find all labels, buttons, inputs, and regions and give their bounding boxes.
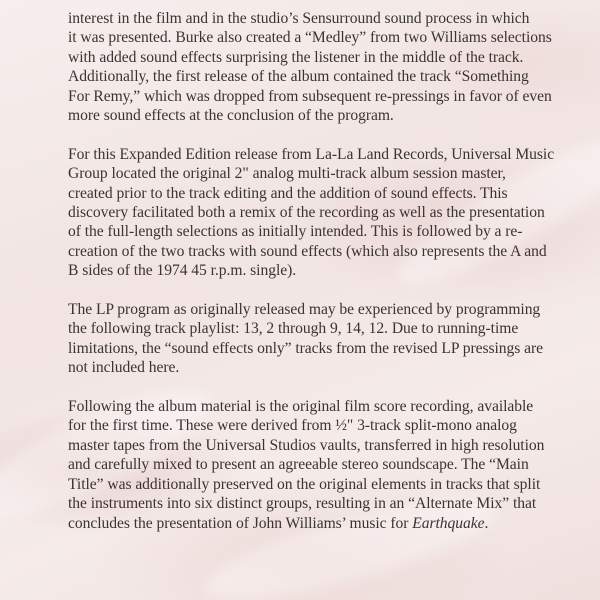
text-line: The LP program as originally released may be experienced by programming: [68, 301, 541, 319]
text-line: Additionally, the first release of the album contained the track “Something: [68, 68, 529, 86]
text-line-final: [68, 514, 593, 533]
text-line: with added sound effects surprising the listener in the middle of the track.: [68, 48, 524, 66]
text-line: more sound effects at the conclusion of the program.: [68, 107, 394, 125]
text-line: Following the album material is the original film score recording, available: [68, 398, 534, 416]
text-line: For Remy,” which was dropped from subsequent re-pressings in favor of even: [68, 87, 552, 105]
text-line: interest in the film and in the studio’s Sensurround sound process in which: [68, 10, 530, 27]
text-fragment: .: [484, 514, 489, 532]
text-line: creation of the two tracks with sound effects (which also represents the A and: [68, 242, 547, 260]
text-line: and carefully mixed to present an agreeable stereo soundscape. The “Main: [68, 456, 529, 474]
text-line: of the full-length selections as initially intended. This is followed by a re-: [68, 223, 523, 241]
text-line: Group located the original 2" analog multi-track album session master,: [68, 165, 506, 183]
paragraph-4: [68, 397, 593, 533]
text-line: master tapes from the Universal Studios vaults, transferred in high resolution: [68, 436, 545, 454]
text-line: discovery facilitated both a remix of the recording as well as the presentation: [68, 204, 545, 222]
text-line: the following track playlist: 13, 2 through 9, 14, 12. Due to running-time: [68, 320, 519, 338]
text-line: for the first time. These were derived from ½" 3-track split-mono analog: [68, 417, 517, 435]
text-line: it was presented. Burke also created a “Medley” from two Williams selections: [68, 29, 552, 47]
text-line: For this Expanded Edition release from La-La Land Records, Universal Music: [68, 145, 555, 163]
text-line: Title” was additionally preserved on the original elements in tracks that split: [68, 475, 541, 493]
paragraph-2: [68, 145, 593, 281]
text-line: not included here.: [68, 359, 180, 377]
text-fragment: concludes the presentation of John Williams’ music for: [68, 514, 413, 532]
paragraph-1: [68, 9, 593, 125]
text-line: created prior to the track editing and the addition of sound effects. This: [68, 184, 508, 202]
film-title: Earthquake: [412, 514, 485, 532]
text-line: limitations, the “sound effects only” tracks from the revised LP pressings are: [68, 339, 544, 357]
text-line: the instruments into six distinct groups, resulting in an “Alternate Mix” that: [68, 495, 537, 513]
paragraph-3: [68, 300, 593, 378]
text-line: B sides of the 1974 45 r.p.m. single).: [68, 262, 297, 280]
liner-notes-text: [68, 9, 593, 552]
